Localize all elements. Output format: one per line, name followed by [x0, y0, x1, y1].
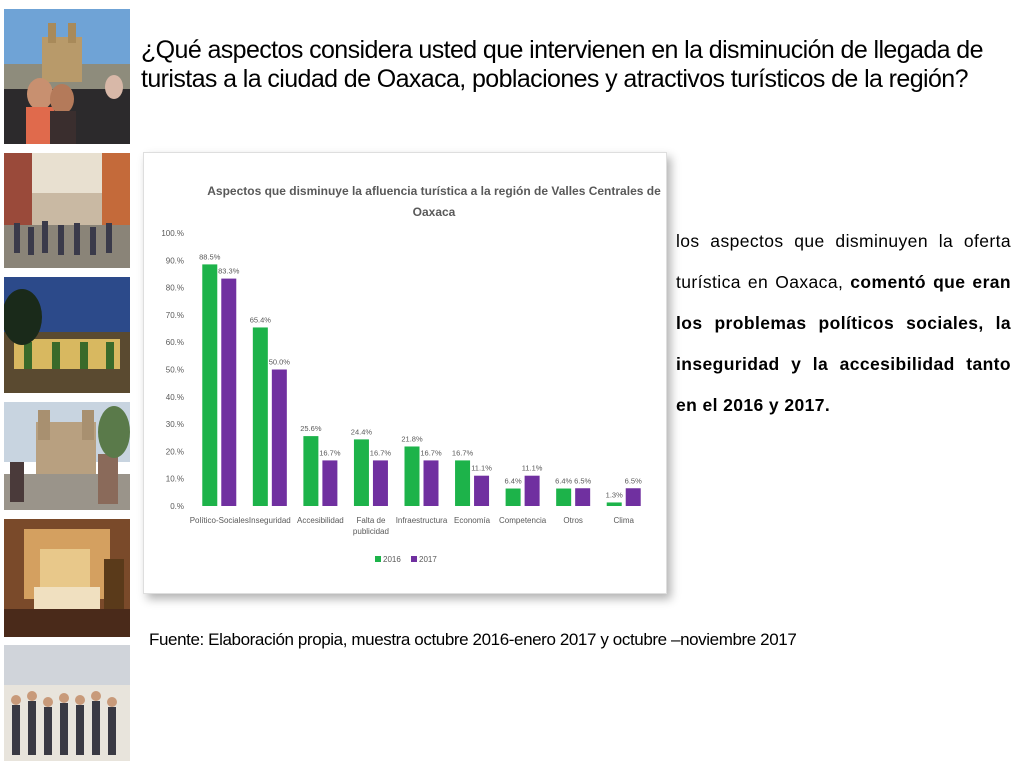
photo-strip: [4, 9, 130, 761]
photo-church-plaza: [4, 402, 130, 510]
legend-swatch-2016: [375, 556, 381, 562]
data-label: 65.4%: [249, 315, 271, 325]
photo-courtyard-night: [4, 277, 130, 393]
y-tick-label: 90.%: [165, 256, 184, 266]
chart-title-line2: Oaxaca: [412, 205, 456, 219]
data-label: 25.6%: [300, 424, 322, 434]
data-label: 6.5%: [574, 476, 592, 486]
slide-title: ¿Qué aspectos considera usted que intervienen en la disminución de llegada de turistas a la ciudad de Oaxaca, poblaciones y atractivos turísticos de la región?: [141, 36, 983, 93]
description-normal: los aspectos que disminuyen la oferta turística en Oaxaca,: [676, 231, 1011, 292]
y-tick-label: 80.%: [165, 283, 184, 293]
x-axis: [190, 516, 635, 536]
data-label: 6.5%: [624, 476, 642, 486]
bar-2016: [455, 460, 470, 506]
photo-tourists-pool: [4, 9, 130, 144]
data-label: 11.1%: [471, 463, 492, 473]
photo-pedestrians: [4, 645, 130, 761]
data-label: 6.4%: [504, 476, 522, 486]
photo-street-crowd: [4, 153, 130, 268]
legend-swatch-2017: [411, 556, 417, 562]
data-label: 1.3%: [605, 490, 623, 500]
bars: [199, 252, 642, 506]
source-note: Fuente: Elaboración propia, muestra octubre 2016-enero 2017 y octubre –noviembre 2017: [149, 630, 797, 649]
description-bold: comentó que eran los problemas políticos sociales, la inseguridad y la accesibilidad tanto en el 2016 y 2017.: [676, 272, 1011, 415]
x-tick-label: Otros: [563, 516, 583, 525]
data-label: 16.7%: [369, 448, 392, 458]
chart-title-line1: Aspectos que disminuye la afluencia turística a la región de Valles Centrales de: [207, 184, 661, 198]
chart-card: [143, 152, 667, 594]
x-tick-label: Economía: [454, 516, 491, 525]
bar-2016: [506, 489, 521, 506]
legend-label-2017: 2017: [419, 555, 437, 564]
photo-hotel-room: [4, 519, 130, 637]
description: [676, 221, 1011, 426]
bar-2016: [253, 327, 268, 506]
x-tick-label: Competencia: [499, 516, 547, 525]
x-tick-label: Inseguridad: [248, 516, 291, 525]
data-label: 16.7%: [319, 448, 341, 458]
data-label: 6.4%: [555, 476, 573, 486]
legend-label-2016: 2016: [383, 555, 401, 564]
bar-2017: [373, 460, 388, 506]
y-tick-label: 60.%: [165, 338, 184, 348]
legend: [375, 555, 437, 564]
data-label: 16.7%: [451, 448, 474, 458]
y-axis: [161, 229, 184, 511]
data-label: 24.4%: [350, 427, 373, 437]
bar-2017: [575, 488, 590, 506]
data-label: 11.1%: [521, 463, 543, 473]
y-tick-label: 50.%: [165, 365, 184, 375]
y-tick-label: 40.%: [165, 392, 184, 402]
bar-2016: [303, 436, 318, 506]
bar-2017: [322, 460, 337, 506]
data-label: 83.3%: [218, 266, 240, 276]
data-label: 21.8%: [401, 434, 423, 444]
data-label: 50.0%: [268, 357, 290, 367]
bar-2016: [354, 439, 369, 506]
data-label: 16.7%: [420, 448, 442, 458]
x-tick-label: Clima: [613, 516, 634, 525]
y-tick-label: 70.%: [165, 310, 184, 320]
bar-2017: [272, 370, 287, 507]
x-tick-label: Político-Sociales: [189, 516, 249, 525]
y-tick-label: 20.%: [165, 447, 184, 457]
bar-2017: [221, 279, 236, 506]
bar-chart: [144, 153, 666, 593]
data-label: 88.5%: [199, 252, 221, 262]
bar-2016: [405, 446, 420, 506]
y-tick-label: 100.%: [161, 229, 184, 238]
x-tick-label: Falta de publicidad: [352, 516, 389, 536]
y-tick-label: 0.%: [170, 502, 184, 511]
bar-2017: [474, 476, 489, 506]
bar-2016: [202, 264, 217, 506]
bar-2016: [556, 489, 571, 506]
x-tick-label: Infraestructura: [395, 516, 448, 525]
y-tick-label: 30.%: [165, 420, 184, 430]
y-tick-label: 10.%: [165, 474, 184, 484]
bar-2016: [607, 502, 622, 506]
bar-2017: [626, 488, 641, 506]
bar-2017: [525, 476, 540, 506]
x-tick-label: Accesibilidad: [297, 516, 344, 525]
bar-2017: [424, 460, 439, 506]
